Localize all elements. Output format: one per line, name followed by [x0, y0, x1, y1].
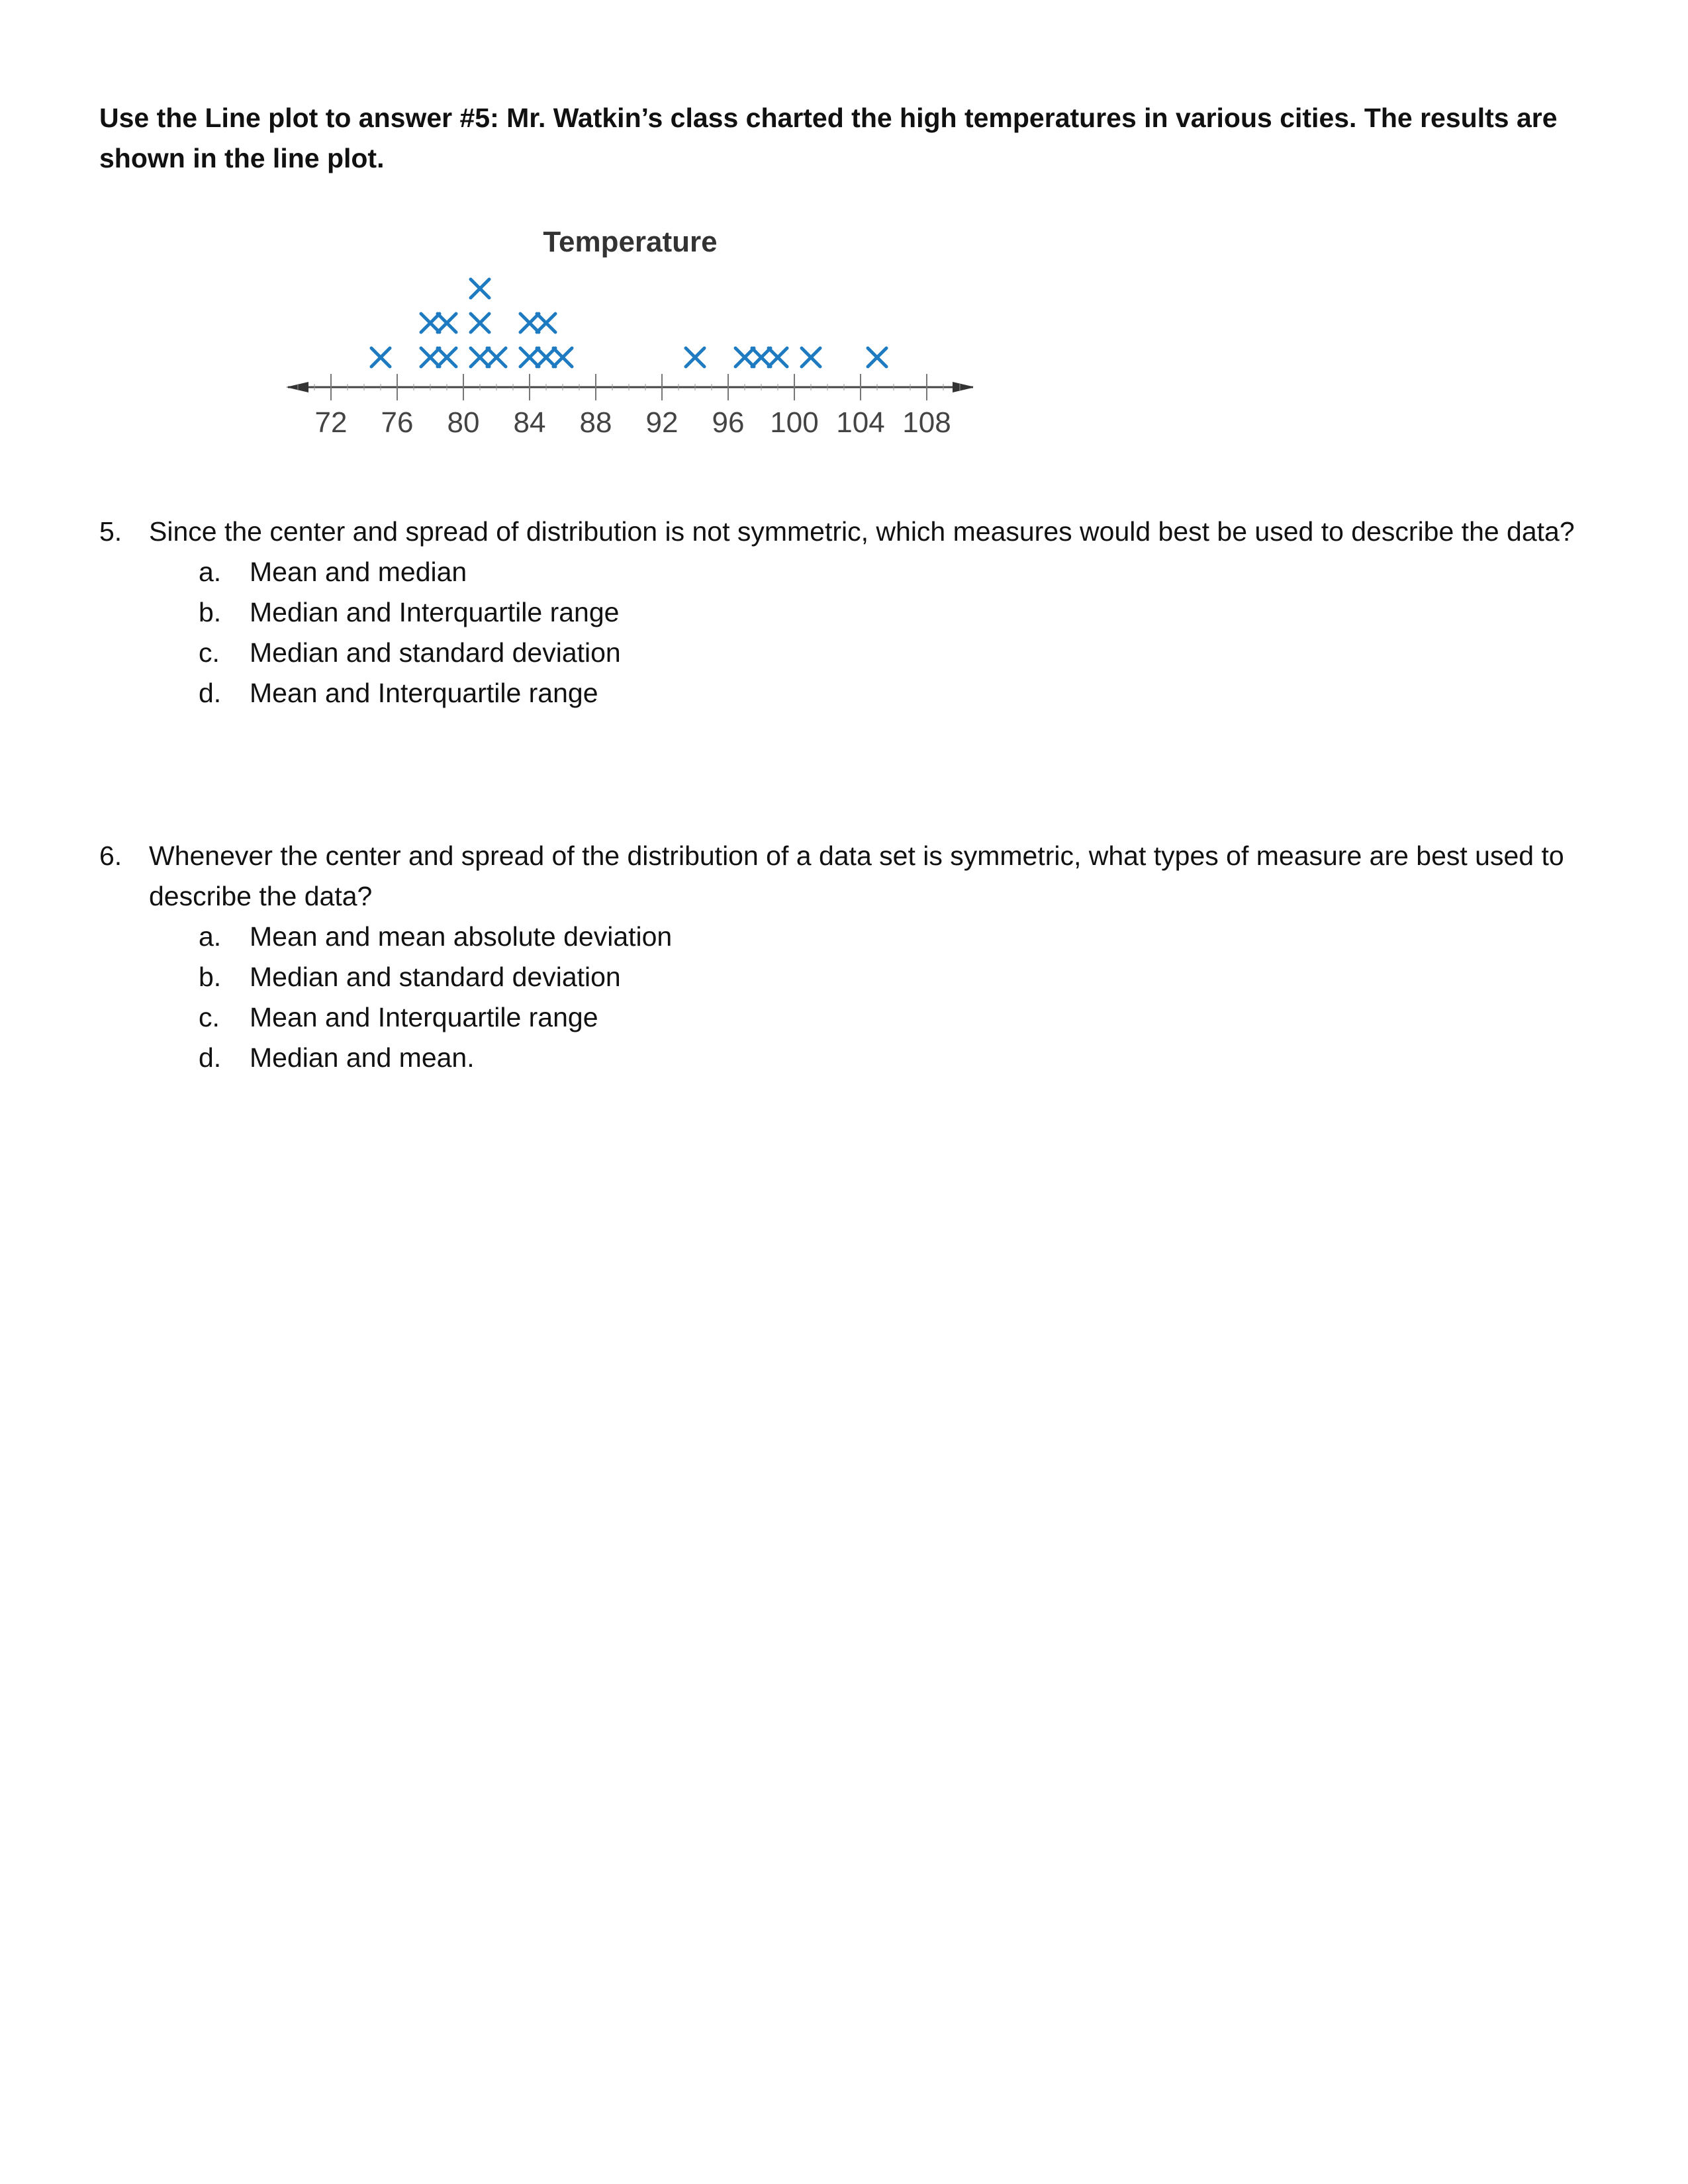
- data-point-x-mark: [471, 279, 489, 298]
- option-text: Median and standard deviation: [250, 962, 621, 992]
- axis-tick-label: 80: [447, 406, 480, 439]
- axis-tick-label: 100: [770, 406, 819, 439]
- axis-arrow-right: [953, 382, 973, 392]
- answer-option-d[interactable]: [199, 673, 1609, 713]
- data-point-x-mark: [553, 348, 572, 367]
- option-letter: c.: [199, 1002, 220, 1032]
- axis-arrow-left: [286, 382, 308, 392]
- answer-option-a[interactable]: [199, 552, 1609, 592]
- answer-options: [199, 917, 1609, 1078]
- answer-option-d[interactable]: [199, 1038, 1609, 1078]
- data-point-x-mark: [471, 314, 489, 332]
- question-text: Whenever the center and spread of the distribution of a data set is symmetric, what types of measure are best used to describe the data?: [149, 841, 1564, 911]
- data-point-x-mark: [735, 348, 754, 367]
- answer-option-a[interactable]: [199, 917, 1609, 957]
- option-text: Mean and mean absolute deviation: [250, 921, 673, 952]
- axis-tick-label: 72: [314, 406, 348, 439]
- data-point-x-mark: [438, 348, 456, 367]
- data-point-x-mark: [520, 314, 539, 332]
- data-point-x-mark: [471, 348, 489, 367]
- option-text: Mean and Interquartile range: [250, 1002, 598, 1032]
- axis-tick-label: 76: [381, 406, 414, 439]
- axis-tick-label: 108: [902, 406, 951, 439]
- number-line: [286, 374, 973, 439]
- data-marks: [371, 279, 886, 367]
- option-letter: d.: [199, 678, 222, 708]
- data-point-x-mark: [686, 348, 704, 367]
- option-text: Median and mean.: [250, 1042, 475, 1073]
- question-6: [99, 836, 1609, 1078]
- data-point-x-mark: [537, 314, 555, 332]
- option-letter: a.: [199, 921, 222, 952]
- data-point-x-mark: [802, 348, 820, 367]
- data-point-x-mark: [371, 348, 390, 367]
- answer-option-c[interactable]: [199, 633, 1609, 673]
- option-text: Mean and Interquartile range: [250, 678, 598, 708]
- option-letter: b.: [199, 597, 222, 627]
- answer-options: [199, 552, 1609, 713]
- data-point-x-mark: [769, 348, 787, 367]
- answer-option-b[interactable]: [199, 957, 1609, 997]
- question-number: 6.: [99, 841, 122, 871]
- answer-option-c[interactable]: [199, 997, 1609, 1038]
- data-point-x-mark: [520, 348, 539, 367]
- option-letter: c.: [199, 637, 220, 668]
- option-letter: d.: [199, 1042, 222, 1073]
- data-point-x-mark: [421, 314, 440, 332]
- line-plot-svg: [265, 218, 973, 457]
- data-point-x-mark: [487, 348, 506, 367]
- question-text: Since the center and spread of distribution is not symmetric, which measures would best be used to describe the data?: [149, 516, 1575, 547]
- data-point-x-mark: [752, 348, 771, 367]
- option-text: Median and standard deviation: [250, 637, 621, 668]
- answer-option-b[interactable]: [199, 592, 1609, 633]
- option-text: Mean and median: [250, 557, 467, 587]
- plot-title: Temperature: [543, 226, 718, 258]
- option-letter: b.: [199, 962, 222, 992]
- axis-tick-label: 104: [836, 406, 885, 439]
- data-point-x-mark: [421, 348, 440, 367]
- data-point-x-mark: [438, 314, 456, 332]
- question-5: [99, 512, 1609, 713]
- axis-tick-label: 84: [513, 406, 546, 439]
- axis-tick-label: 96: [712, 406, 745, 439]
- question-number: 5.: [99, 516, 122, 547]
- axis-tick-label: 88: [579, 406, 612, 439]
- option-letter: a.: [199, 557, 222, 587]
- instructions-text: Use the Line plot to answer #5: Mr. Watkin’s class charted the high temperatures in various cities. The results are shown in the line plot.: [99, 103, 1558, 173]
- data-point-x-mark: [868, 348, 886, 367]
- axis-tick-label: 92: [645, 406, 679, 439]
- temperature-line-plot: [265, 218, 973, 457]
- data-point-x-mark: [537, 348, 555, 367]
- option-text: Median and Interquartile range: [250, 597, 620, 627]
